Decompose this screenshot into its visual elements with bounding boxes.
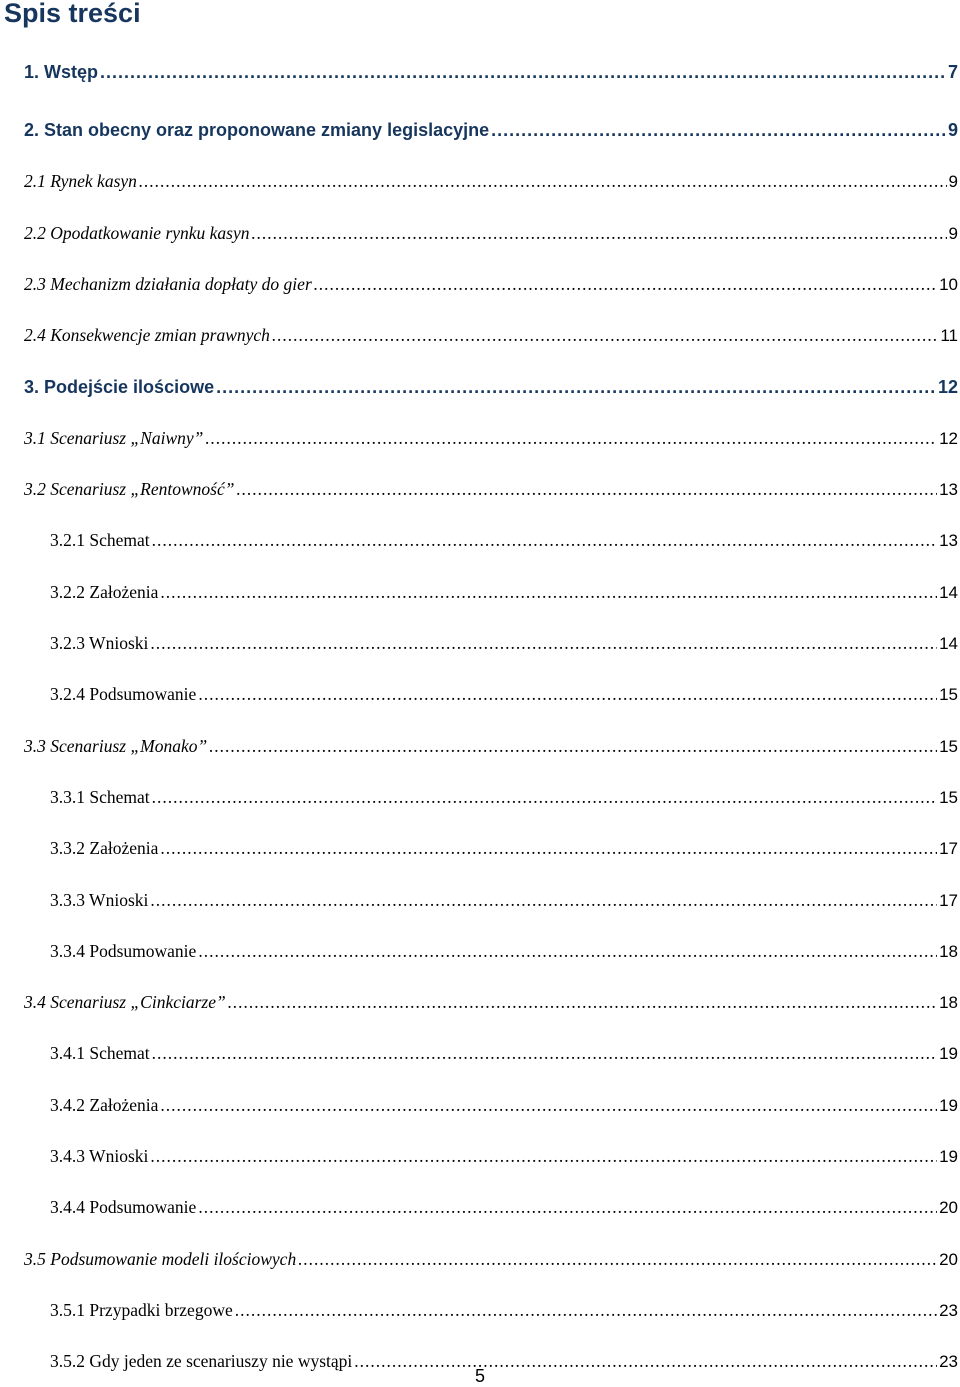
toc-entry-page: 9 [947,120,958,140]
toc-entry-page: 9 [948,172,958,192]
dot-leader [198,941,937,962]
toc-entry[interactable] [0,1300,960,1330]
toc-entry[interactable] [0,941,960,971]
toc-entry[interactable] [0,1197,960,1227]
toc-entry-label: 3.4.4 Podsumowanie [50,1197,197,1218]
toc-entry-label: 3.3.4 Podsumowanie [50,940,197,961]
toc-entry-page: 17 [939,839,958,859]
dot-leader [152,787,937,808]
dot-leader [235,1300,937,1321]
dot-leader [139,171,947,192]
toc-entry-page: 12 [939,428,958,448]
toc-entry-page: 13 [939,480,958,500]
toc-entry-label: 3.3.3 Wnioski [50,889,149,910]
toc-entry-page: 23 [939,1300,958,1320]
page-number: 5 [474,1366,485,1386]
dot-leader [100,62,946,83]
toc-entry[interactable] [0,1146,960,1176]
dot-leader [160,1095,937,1116]
page-title: Spis treści [4,0,141,28]
toc-entry-page: 12 [937,376,958,397]
toc-entry-page: 15 [939,685,958,705]
toc-entry-label: 2.4 Konsekwencje zmian prawnych [24,325,270,346]
toc-entry-page: 23 [939,1352,958,1372]
toc-entry[interactable] [0,684,960,714]
toc-entry-page: 15 [939,787,958,807]
toc-entry[interactable] [0,120,960,150]
dot-leader [160,838,937,859]
dot-leader [152,1043,937,1064]
toc-entry[interactable] [0,633,960,663]
dot-leader [150,633,937,654]
toc-entry[interactable] [0,838,960,868]
toc-entry-page: 19 [939,1095,958,1115]
dot-leader [252,223,947,244]
toc-entry[interactable] [0,787,960,817]
toc-entry-label: 3.5.2 Gdy jeden ze scenariuszy nie wystąpi [50,1351,353,1372]
toc-entry-page: 7 [947,62,958,82]
dot-leader [150,890,937,911]
toc-entry[interactable] [0,1043,960,1073]
toc-entry-label: 3.5.1 Przypadki brzegowe [50,1299,233,1320]
dot-leader [198,684,937,705]
toc-entry-label: 1. Wstęp [24,62,99,82]
toc-entry[interactable] [0,1249,960,1279]
toc-entry-label: 3.3.2 Założenia [50,838,159,859]
toc-entry-page: 9 [948,223,958,243]
toc-entry-label: 2.2 Opodatkowanie rynku kasyn [24,222,250,243]
toc-entry-label: 3.4 Scenariusz „Cinkciarze” [24,992,226,1013]
toc-entry[interactable] [0,479,960,509]
toc-entry-label: 3.4.1 Schemat [50,1043,150,1064]
toc-entry-label: 3.4.2 Założenia [50,1094,159,1115]
toc-entry-page: 10 [939,274,958,294]
toc-entry[interactable] [0,992,960,1022]
dot-leader [298,1249,937,1270]
toc-entry-label: 3.5 Podsumowanie modeli ilościowych [24,1248,297,1269]
toc-entry[interactable] [0,1095,960,1125]
dot-leader [160,582,937,603]
toc-entry-label: 2.3 Mechanizm działania dopłaty do gier [24,273,312,294]
toc-entry-label: 3.4.3 Wnioski [50,1146,149,1166]
toc-entry[interactable] [0,325,960,355]
toc-entry[interactable] [0,62,960,92]
toc-entry-page: 20 [939,1198,958,1218]
toc-entry-page: 13 [939,531,958,551]
dot-leader [228,992,937,1013]
toc-entry[interactable] [0,274,960,304]
toc-entry[interactable] [0,377,960,407]
dot-leader [314,274,937,295]
toc-entry-label: 3.1 Scenariusz „Naiwny” [24,427,204,448]
toc-entry[interactable] [0,890,960,920]
toc-entry-label: 3. Podejście ilościowe [24,376,215,397]
toc-entry-label: 2. Stan obecny oraz proponowane zmiany legislacyjne [24,120,490,140]
toc-entry[interactable] [0,530,960,560]
dot-leader [150,1146,937,1167]
toc-entry-page: 14 [939,582,958,602]
toc-entry-label: 3.2.1 Schemat [50,530,150,551]
toc-entry-label: 3.2.4 Podsumowanie [50,684,197,705]
toc-entry-label: 3.3.1 Schemat [50,786,150,807]
toc-entry-label: 3.2.2 Założenia [50,581,159,602]
dot-leader [272,325,938,346]
dot-leader [237,479,938,500]
toc-entry-page: 11 [940,326,958,346]
dot-leader [198,1197,937,1218]
dot-leader [491,120,946,141]
toc-entry[interactable] [0,171,960,201]
toc-entry-page: 17 [939,890,958,910]
dot-leader [205,428,937,449]
toc-entry-page: 18 [939,993,958,1013]
dot-leader [216,377,936,398]
toc-entry-page: 15 [939,736,958,756]
toc-entry-label: 2.1 Rynek kasyn [24,171,137,192]
toc-entry-page: 14 [939,634,958,653]
toc-entry-page: 18 [939,941,958,961]
toc-entry-label: 3.2 Scenariusz „Rentowność” [24,479,235,500]
toc-entry-page: 19 [939,1147,958,1166]
toc-entry-label: 3.3 Scenariusz „Monako” [24,735,208,756]
toc-entry[interactable] [0,223,960,253]
toc-entry[interactable] [0,736,960,766]
toc-entry-page: 20 [939,1249,958,1269]
toc-entry[interactable] [0,428,960,458]
toc-entry[interactable] [0,582,960,612]
toc-entry-label: 3.2.3 Wnioski [50,633,149,653]
dot-leader [152,530,937,551]
dot-leader [209,736,937,757]
toc-entry-page: 19 [939,1044,958,1064]
